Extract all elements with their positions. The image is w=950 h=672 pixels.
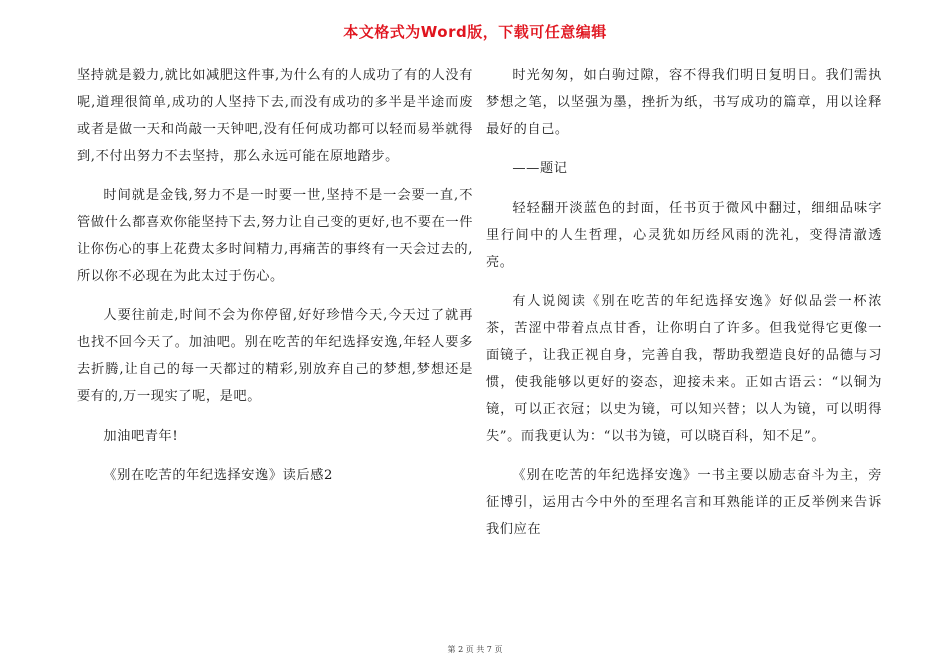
paragraph: 坚持就是毅力,就比如减肥这件事,为什么有的人成功了有的人没有呢,道理很简单,成功的人坚持下去,而没有成功的多半是半途而废或者是做一天和尚敲一天钟吧,没有任何成功都可以轻而易举就得到,不付出努力不去坚持，那么永远可能在原地踏步。 [77, 68, 473, 164]
paragraph: 轻轻翻开淡蓝色的封面，任书页于微风中翻过，细细品味字里行间中的人生哲理，心灵犹如历经风雨的洗礼，变得清澈透亮。 [486, 200, 882, 270]
page-number: 第 2 页 共 7 页 [447, 645, 503, 654]
word-format-banner: 本文格式为Word版，下载可任意编辑 [343, 23, 607, 41]
epigraph-note: ——题记 [512, 161, 568, 177]
right-text-column [486, 63, 882, 556]
paragraph: 时光匆匆，如白驹过隙，容不得我们明日复明日。我们需执梦想之笔，以坚强为墨，挫折为纸，书写成功的篇章，用以诠释最好的自己。 [486, 68, 882, 137]
paragraph: 人要往前走,时间不会为你停留,好好珍惜今天,今天过了就再也找不回今天了。加油吧。别在吃苦的年纪选择安逸,年轻人要多去折腾,让自己的每一天都过的精彩,别放弃自己的梦想,梦想还是要有的,万一现实了呢，是吧。 [77, 308, 473, 405]
section-heading: 《别在吃苦的年纪选择安逸》读后感2 [103, 468, 333, 484]
left-text-column [77, 63, 473, 503]
paragraph: 时间就是金钱,努力不是一时要一世,坚持不是一会要一直,不管做什么都喜欢你能坚持下去,努力让自己变的更好,也不要在一件让你伤心的事上花费太多时间精力,再痛苦的事终有一天会过去的,所以你不必现在为此太过于伤心。 [77, 188, 473, 284]
paragraph: 加油吧青年! [103, 428, 179, 444]
paragraph: 《别在吃苦的年纪选择安逸》一书主要以励志奋斗为主，旁征博引，运用古今中外的至理名言和耳熟能详的正反举例来告诉我们应在 [486, 468, 882, 537]
paragraph: 有人说阅读《别在吃苦的年纪选择安逸》好似品尝一杯浓茶，苦涩中带着点点甘香，让你明白了许多。但我觉得它更像一面镜子，让我正视自身，完善自我，帮助我塑造良好的品德与习惯，使我能够以更好的姿态，迎接未来。正如古语云：“以铜为镜，可以正衣冠；以史为镜，可以知兴替；以人为镜，可以明得失”。而我更认为：“以书为镜，可以晓百科，知不足”。 [486, 294, 882, 444]
